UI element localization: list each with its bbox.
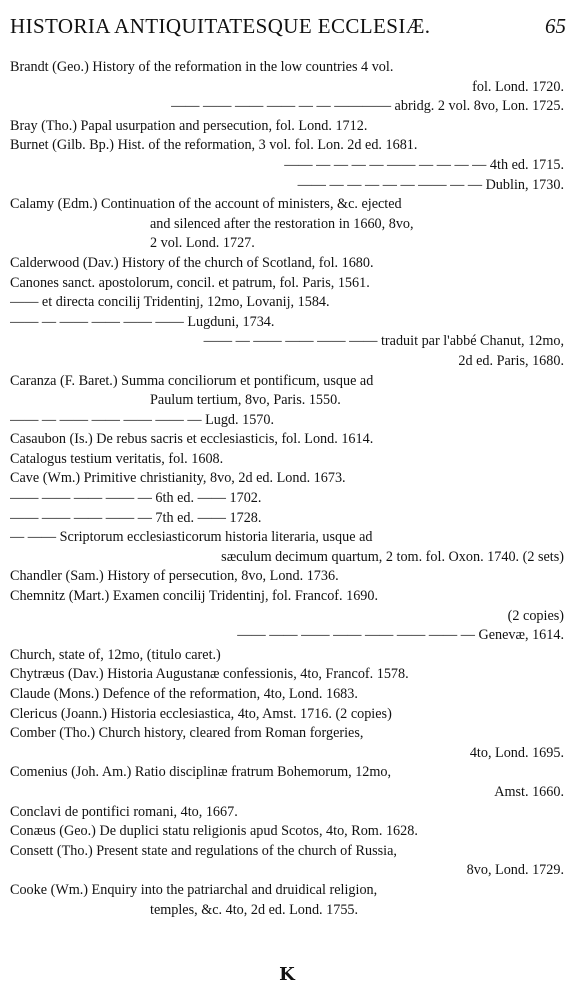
catalogue-entry (10, 372, 566, 431)
catalogue-entry (10, 430, 566, 450)
catalogue-entry (10, 665, 566, 685)
entry-line: Chandler (Sam.) History of persecution, 8vo, Lond. 1736. (10, 568, 339, 585)
entry-line: —— —— —— —— — 6th ed. —— 1702. (10, 490, 262, 507)
entry-line: —— —— —— —— — — ———— abridg. 2 vol. 8vo, Lon. 1725. (171, 98, 564, 115)
entry-line: Comber (Tho.) Church history, cleared from Roman forgeries, (10, 725, 364, 742)
entry-line: Burnet (Gilb. Bp.) Hist. of the reformation, 3 vol. fol. Lon. 2d ed. 1681. (10, 137, 418, 154)
catalogue-entry (10, 842, 566, 881)
entry-line: (2 copies) (507, 607, 564, 624)
entry-line: —— —— —— —— —— —— —— — Genevæ, 1614. (237, 627, 564, 644)
entry-line: Calamy (Edm.) Continuation of the account of ministers, &c. ejected (10, 196, 402, 213)
catalogue-entry (10, 450, 566, 470)
catalogue-entry (10, 274, 566, 372)
entry-line: temples, &c. 4to, 2d ed. Lond. 1755. (150, 901, 359, 918)
catalogue-entry (10, 724, 566, 763)
catalogue-entry (10, 587, 566, 646)
entry-line: —— — — — — — —— — — Dublin, 1730. (297, 176, 564, 193)
catalogue-entry (10, 469, 566, 567)
catalogue-entries (10, 58, 566, 920)
catalogue-entry (10, 254, 566, 274)
running-title: HISTORIA ANTIQUITATESQUE ECCLESIÆ. (10, 14, 431, 38)
entry-line: Canones sanct. apostolorum, concil. et patrum, fol. Paris, 1561. (10, 274, 370, 291)
entry-line: Conclavi de pontifici romani, 4to, 1667. (10, 803, 238, 820)
catalogue-entry (10, 881, 566, 920)
entry-line: Claude (Mons.) Defence of the reformation, 4to, Lond. 1683. (10, 686, 358, 702)
signature-mark: K (279, 964, 295, 985)
catalogue-entry (10, 117, 566, 137)
catalogue-entry (10, 195, 566, 254)
entry-line: Caranza (F. Baret.) Summa conciliorum et pontificum, usque ad (10, 372, 374, 389)
entry-line: Catalogus testium veritatis, fol. 1608. (10, 450, 224, 467)
entry-line: fol. Lond. 1720. (472, 78, 564, 95)
catalogue-entry (10, 136, 566, 195)
entry-line: Comenius (Joh. Am.) Ratio disciplinæ fratrum Bohemorum, 12mo, (10, 764, 392, 781)
entry-line: 4to, Lond. 1695. (469, 744, 564, 761)
catalogue-entry (10, 58, 566, 117)
entry-line: Conæus (Geo.) De duplici statu religionis apud Scotos, 4to, Rom. 1628. (10, 823, 418, 840)
entry-line: Casaubon (Is.) De rebus sacris et ecclesiasticis, fol. Lond. 1614. (10, 431, 374, 448)
entry-line: Clericus (Joann.) Historia ecclesiastica, 4to, Amst. 1716. (2 copies) (10, 705, 392, 722)
entry-line: — —— Scriptorum ecclesiasticorum historia literaria, usque ad (10, 529, 373, 546)
entry-line: sæculum decimum quartum, 2 tom. fol. Oxon. 1740. (2 sets) (221, 548, 564, 565)
entry-line: Calderwood (Dav.) History of the church of Scotland, fol. 1680. (10, 254, 374, 271)
entry-line: 2 vol. Lond. 1727. (150, 235, 255, 252)
entry-line: Consett (Tho.) Present state and regulations of the church of Russia, (10, 842, 397, 859)
entry-line: Church, state of, 12mo, (titulo caret.) (10, 646, 221, 663)
entry-line: Cooke (Wm.) Enquiry into the patriarchal and druidical religion, (10, 881, 378, 898)
entry-line: Bray (Tho.) Papal usurpation and persecution, fol. Lond. 1712. (10, 117, 368, 134)
entry-line: Amst. 1660. (494, 783, 564, 800)
entry-line: —— — — — — —— — — — — 4th ed. 1715. (284, 156, 564, 173)
entry-line: Cave (Wm.) Primitive christianity, 8vo, 2d ed. Lond. 1673. (10, 470, 346, 487)
entry-line: —— — —— —— —— —— Lugduni, 1734. (10, 313, 275, 330)
entry-line: —— —— —— —— — 7th ed. —— 1728. (10, 509, 262, 526)
entry-line: Brandt (Geo.) History of the reformation in the low countries 4 vol. (10, 59, 394, 75)
page-number: 65 (545, 14, 566, 38)
catalogue-entry (10, 646, 566, 666)
entry-line: Chytræus (Dav.) Historia Augustanæ confessionis, 4to, Francof. 1578. (10, 666, 409, 683)
catalogue-entry (10, 685, 566, 705)
entry-line: —— et directa concilij Tridentinj, 12mo, Lovanij, 1584. (10, 294, 330, 311)
entry-line: 8vo, Lond. 1729. (466, 862, 564, 879)
catalogue-entry (10, 763, 566, 802)
catalogue-entry (10, 705, 566, 725)
catalogue-entry (10, 803, 566, 823)
entry-line: Chemnitz (Mart.) Examen concilij Tridentinj, fol. Francof. 1690. (10, 588, 379, 605)
entry-line: Paulum tertium, 8vo, Paris. 1550. (150, 392, 341, 409)
catalogue-entry (10, 822, 566, 842)
page-header (10, 14, 566, 44)
catalogue-entry (10, 567, 566, 587)
entry-line: and silenced after the restoration in 1660, 8vo, (150, 215, 414, 232)
entry-line: 2d ed. Paris, 1680. (458, 352, 564, 369)
entry-line: —— — —— —— —— —— traduit par l'abbé Chanut, 12mo, (203, 333, 564, 350)
entry-line: —— — —— —— —— —— — Lugd. 1570. (10, 411, 275, 428)
